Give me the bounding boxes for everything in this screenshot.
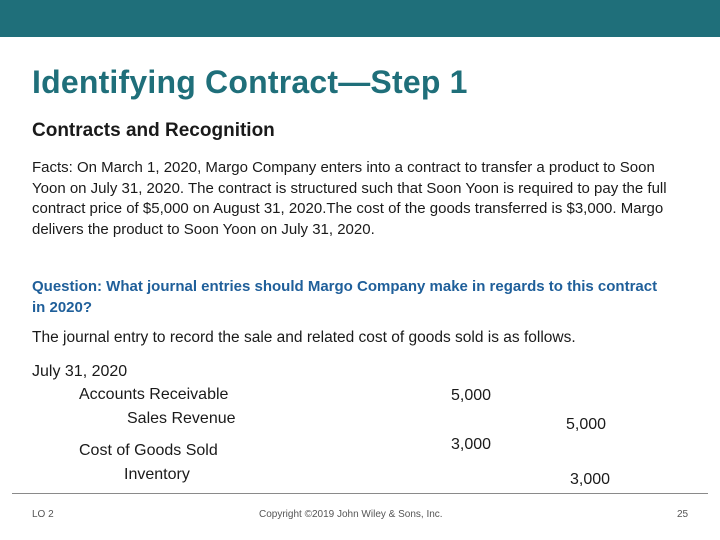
debit-account: Cost of Goods Sold (79, 442, 218, 459)
journal-date: July 31, 2020 (32, 363, 128, 380)
slide-content-area (0, 37, 720, 492)
debit-amount: 3,000 (451, 436, 492, 453)
debit-amount: 5,000 (451, 387, 492, 404)
footer-divider (12, 493, 708, 494)
slide-title: Identifying Contract—Step 1 (32, 64, 468, 100)
copyright-notice: Copyright ©2019 John Wiley & Sons, Inc. (259, 509, 443, 520)
page-number: 25 (677, 509, 689, 520)
credit-account: Inventory (124, 466, 190, 483)
credit-amount: 3,000 (570, 471, 611, 488)
facts-paragraph: Facts: On March 1, 2020, Margo Company enters into a contract to transfer a product to Soon Yoon on July 31, 2020. The contract is structured such that Soon Yoon is required to pay the full contract price of $5,000 on August 31, 2020.The cost of the goods transferred is $3,000. Margo delivers the product to Soon Yoon on July 31, 2020. (32, 159, 667, 238)
credit-account: Sales Revenue (127, 410, 236, 427)
answer-intro: The journal entry to record the sale and related cost of goods sold is as follows. (32, 329, 576, 346)
top-banner (0, 0, 720, 37)
debit-account: Accounts Receivable (79, 386, 229, 403)
learning-objective-label: LO 2 (32, 509, 54, 520)
credit-amount: 5,000 (566, 416, 607, 433)
question-paragraph: Question: What journal entries should Margo Company make in regards to this contract in 2020? (32, 278, 658, 316)
slide-subtitle: Contracts and Recognition (32, 120, 275, 141)
